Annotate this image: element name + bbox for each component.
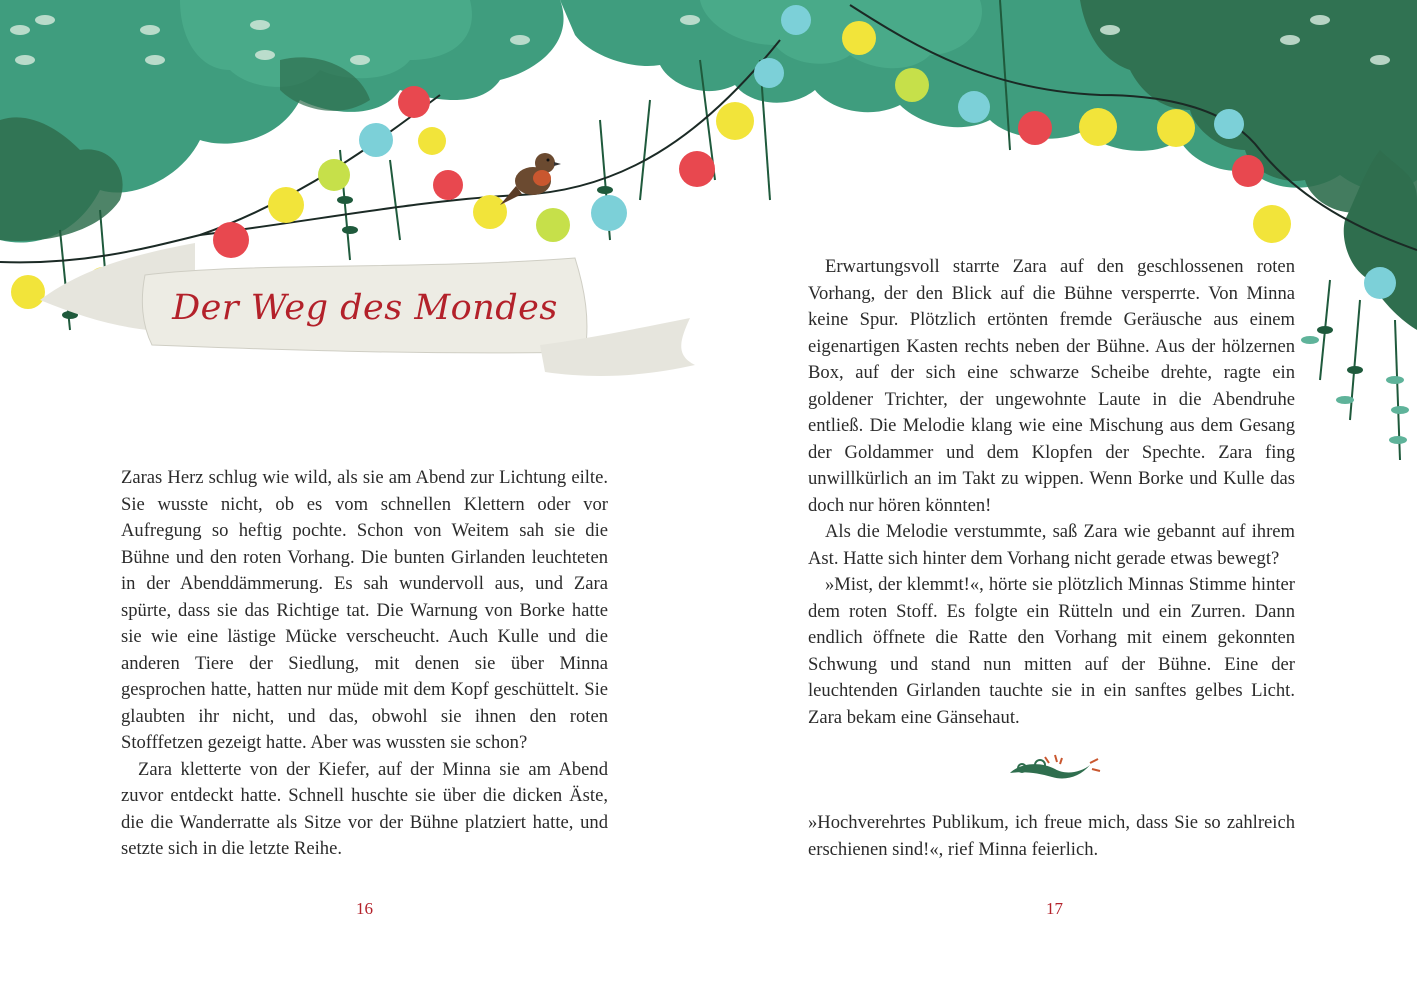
page-number-left: 16	[356, 899, 373, 918]
left-paragraph-1: Zaras Herz schlug wie wild, als sie am Abend zur Lichtung eilte. Sie wusste nicht, ob es vom schnellen Klettern oder vor Aufregung so heftig pochte. Schon von Weitem sah sie die Bühne und den roten Vorhang. Die bunten Girlanden leuchteten in der Abenddämmerung. Es sah wundervoll aus, und Zara spürte, dass sie das Richtige tat. Die Warnung von Borke hatte sie wie eine lästige Mücke verscheucht. Auch Kulle und die anderen Tiere der Siedlung, mit denen sie über Minna gesprochen hatte, hatten nur müde mit dem Kopf geschüttelt. Sie glaubten ihr nicht, und das, obwohl sie ihnen den roten Stofffetzen gezeigt hatte. Aber was wussten sie schon?	[121, 467, 608, 753]
flourish-ornament-icon	[1010, 755, 1100, 779]
right-paragraph-3: »Mist, der klemmt!«, hörte sie plötzlich Minnas Stimme hinter dem roten Stoff. Es folgte ein Rütteln und ein Zurren. Dann endlich öffnete die Ratte den Vorhang mit einem gekonnten Schwung und stand nun mitten auf der Bühne. Eine der leuchtenden Girlanden tauchte sie in ein sanftes gelbes Licht. Zara bekam eine Gänsehaut.	[808, 574, 1295, 728]
page-number-right: 17	[1046, 899, 1063, 918]
right-page-body	[808, 254, 1295, 731]
left-page-body	[121, 465, 608, 863]
right-paragraph-2: Als die Melodie verstummte, saß Zara wie gebannt auf ihrem Ast. Hatte sich hinter dem Vorhang nicht gerade etwas bewegt?	[808, 521, 1295, 569]
chapter-title: Der Weg des Mondes	[172, 288, 558, 328]
right-paragraph-4: »Hochverehrtes Publikum, ich freue mich, dass Sie so zahlreich erschienen sind!«, rief Minna feierlich.	[808, 812, 1295, 860]
bird-robin-icon	[500, 153, 561, 205]
right-page-after-ornament	[808, 810, 1295, 863]
right-paragraph-1: Erwartungsvoll starrte Zara auf den geschlossenen roten Vorhang, der den Blick auf die Bühne versperrte. Von Minna keine Spur. Plötzlich ertönten fremde Geräusche aus einem eigenartigen Kasten rechts neben der Bühne. Aus der hölzernen Box, auf der sich eine schwarze Scheibe drehte, ragte ein goldener Trichter, der ungewohnte Laute in die Abendruhe entließ. Die Melodie klang wie eine Mischung aus dem Gesang der Goldammer und dem Klopfen der Spechte. Zara fing unwillkürlich an im Takt zu wippen. Wenn Borke und Kulle das doch nur hören könnten!	[808, 256, 1295, 516]
left-paragraph-2: Zara kletterte von der Kiefer, auf der Minna sie am Abend zuvor entdeckt hatte. Schnell huschte sie über die dicken Äste, die die Wanderratte als Sitze vor der Bühne platziert hatte, und setzte sich in die letzte Reihe.	[121, 758, 608, 859]
